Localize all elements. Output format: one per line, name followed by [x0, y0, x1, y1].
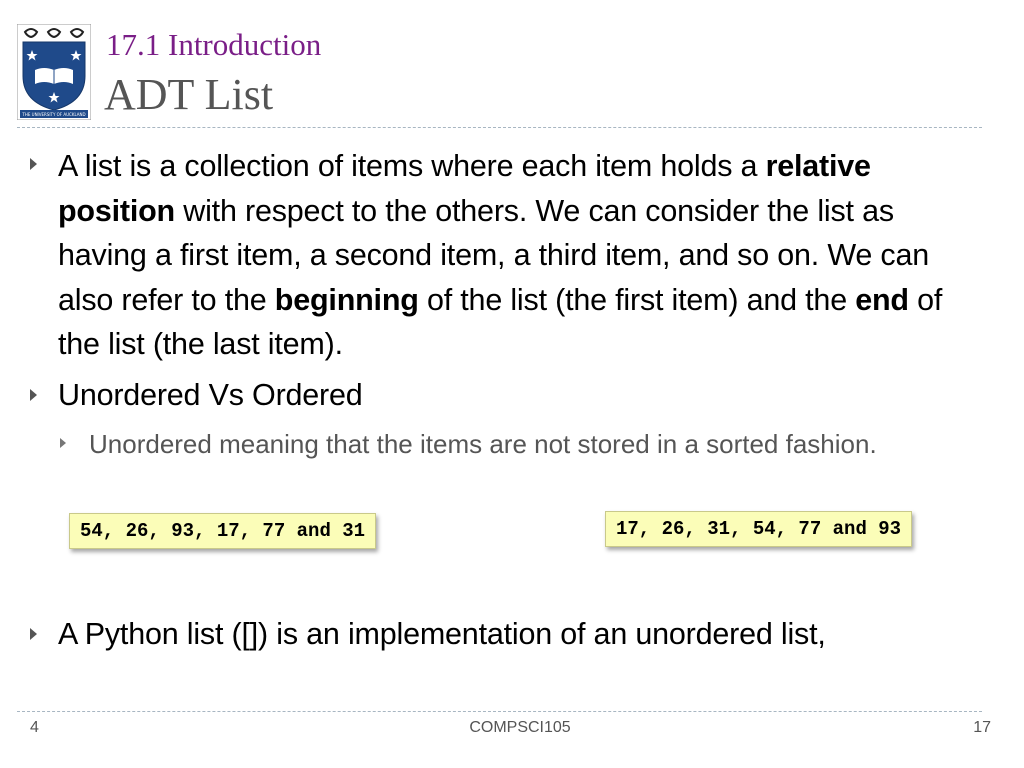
- slide-title: ADT List: [104, 70, 274, 119]
- bullet-list-definition: [58, 144, 983, 367]
- bold-term-end: end: [855, 282, 909, 317]
- bullet-arrow-icon: [30, 158, 37, 170]
- university-logo: [17, 24, 91, 120]
- unordered-example-box: 54, 26, 93, 17, 77 and 31: [69, 513, 376, 549]
- sub-bullet-arrow-icon: [60, 438, 66, 448]
- bullet-arrow-icon: [30, 389, 37, 401]
- ordered-example-box: 17, 26, 31, 54, 77 and 93: [605, 511, 912, 547]
- crest-icon: [17, 24, 91, 120]
- footer-left-number: 4: [30, 719, 39, 736]
- bullet-python-list: A Python list ([]) is an implementation of an unordered list,: [58, 617, 826, 651]
- text-run: of the list (the last item).: [58, 282, 943, 361]
- slide-number: 17: [973, 719, 991, 736]
- header-divider: [17, 127, 982, 128]
- bullet-arrow-icon: [30, 628, 37, 640]
- text-run: A list is a collection of items where each item holds a: [58, 149, 766, 183]
- bold-term-beginning: beginning: [274, 282, 419, 317]
- footer-course-code: COMPSCI105: [469, 719, 571, 736]
- logo-text: THE UNIVERSITY OF AUCKLAND: [22, 112, 86, 117]
- text-run: with respect to the others. We can consider the list as having a first item, a second item, a third item, and so on. We can also refer to the: [58, 193, 929, 317]
- footer-divider: [17, 711, 982, 712]
- bold-term-relative-position: relative position: [58, 149, 871, 228]
- bullet-unordered-vs-ordered: Unordered Vs Ordered: [58, 378, 363, 412]
- sub-bullet-unordered-meaning: Unordered meaning that the items are not stored in a sorted fashion.: [89, 429, 877, 459]
- slide-subtitle: 17.1 Introduction: [106, 27, 322, 62]
- text-run: of the list (the first item) and the: [418, 282, 856, 317]
